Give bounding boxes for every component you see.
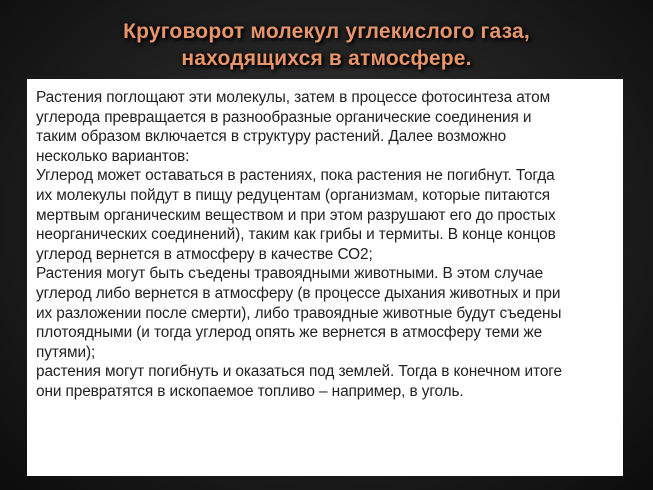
body-line: несколько вариантов: — [36, 147, 190, 165]
body-line: их молекулы пойдут в пищу редуцентам (организмам, которые питаются — [36, 186, 551, 204]
body-line: таким образом включается в структуру растений. Далее возможно — [36, 128, 507, 146]
body-paragraph — [36, 88, 615, 402]
body-line: углерод либо вернется в атмосферу (в процессе дыхания животных и при — [36, 284, 561, 302]
body-line: мертвым органическим веществом и при этом разрушают его до простых — [36, 206, 556, 224]
title-line-1: Круговорот молекул углекислого газа, — [123, 20, 530, 43]
content-text-box — [27, 79, 623, 476]
slide-title — [20, 18, 633, 72]
body-line: неорганических соединений), таким как грибы и термиты. В конце концов — [36, 226, 556, 244]
body-line: растения могут погибнуть и оказаться под землей. Тогда в конечном итоге — [36, 363, 562, 381]
body-line: путями); — [36, 343, 96, 361]
body-line: их разложении после смерти), либо травоядные животные будут съедены — [36, 304, 562, 322]
body-line: Растения могут быть съедены травоядными животными. В этом случае — [36, 265, 544, 283]
body-line: углерода превращается в разнообразные органические соединения и — [36, 108, 532, 126]
body-line: Углерод может оставаться в растениях, пока растения не погибнут. Тогда — [36, 167, 555, 185]
body-line: Растения поглощают эти молекулы, затем в процессе фотосинтеза атом — [36, 89, 551, 106]
body-line: углерод вернется в атмосферу в качестве СО2; — [36, 245, 373, 263]
body-line: плотоядными (и тогда углерод опять же вернется в атмосферу теми же — [36, 324, 543, 342]
body-line: они превратятся в ископаемое топливо – например, в уголь. — [36, 382, 464, 400]
title-line-2: находящихся в атмосфере. — [181, 47, 472, 70]
